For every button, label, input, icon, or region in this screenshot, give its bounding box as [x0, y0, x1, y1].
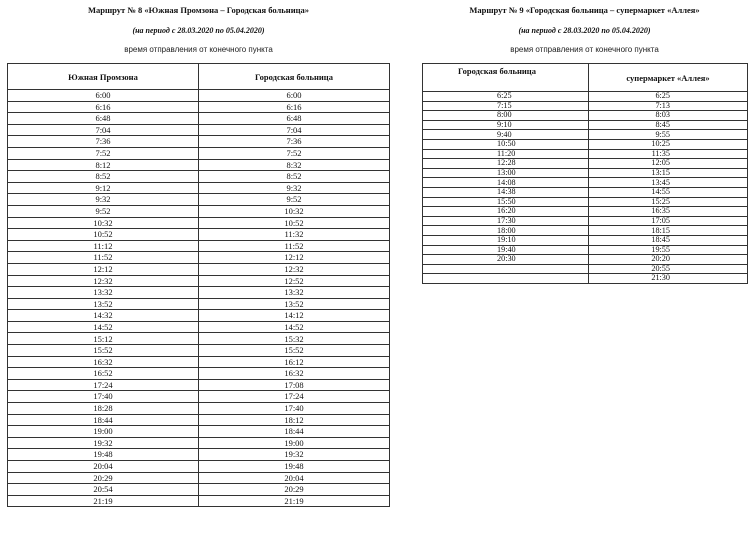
- departure-time-destination: 19:48: [199, 461, 390, 473]
- departure-time-destination: 8:32: [199, 159, 390, 171]
- table-row: [8, 298, 390, 310]
- departure-time-origin: 19:48: [8, 449, 199, 461]
- route8-header-destination: Городская больница: [199, 64, 390, 90]
- departure-time-origin: 7:15: [423, 101, 589, 111]
- table-row: [423, 111, 748, 121]
- departure-time-origin: 17:24: [8, 379, 199, 391]
- departure-time-origin: 8:00: [423, 111, 589, 121]
- departure-time-origin: 20:29: [8, 472, 199, 484]
- departure-time-destination: 19:00: [199, 437, 390, 449]
- table-row: [8, 472, 390, 484]
- table-row: [8, 217, 390, 229]
- table-row: [8, 171, 390, 183]
- departure-time-origin: 16:32: [8, 356, 199, 368]
- table-row: [8, 484, 390, 496]
- table-row: [8, 403, 390, 415]
- departure-time-origin: 11:20: [423, 149, 589, 159]
- table-row: [423, 255, 748, 265]
- departure-time-destination: 11:32: [199, 229, 390, 241]
- departure-time-destination: 8:03: [589, 111, 748, 121]
- table-row: [423, 120, 748, 130]
- departure-time-origin: 11:12: [8, 240, 199, 252]
- departure-time-origin: 10:50: [423, 139, 589, 149]
- departure-time-origin: 6:16: [8, 101, 199, 113]
- table-row: [423, 149, 748, 159]
- departure-time-destination: 16:12: [199, 356, 390, 368]
- table-row: [8, 124, 390, 136]
- departure-time-destination: 20:55: [589, 264, 748, 274]
- route8-note: время отправления от конечного пункта: [124, 45, 273, 54]
- departure-time-origin: 20:30: [423, 255, 589, 265]
- departure-time-destination: 21:19: [199, 495, 390, 507]
- route9-title: Маршрут № 9 «Городская больница – супермаркет «Аллея»: [469, 5, 700, 15]
- table-row: [423, 92, 748, 102]
- table-row: [423, 226, 748, 236]
- route9-note: время отправления от конечного пункта: [510, 45, 659, 54]
- departure-time-origin: 14:08: [423, 178, 589, 188]
- table-row: [423, 264, 748, 274]
- departure-time-destination: 21:30: [589, 274, 748, 284]
- departure-time-destination: 10:32: [199, 205, 390, 217]
- route8-timetable: [7, 63, 390, 507]
- departure-time-destination: 11:35: [589, 149, 748, 159]
- departure-time-destination: 19:55: [589, 245, 748, 255]
- departure-time-origin: 16:20: [423, 207, 589, 217]
- departure-time-origin: 12:32: [8, 275, 199, 287]
- departure-time-destination: 20:04: [199, 472, 390, 484]
- departure-time-destination: 18:12: [199, 414, 390, 426]
- departure-time-origin: 9:10: [423, 120, 589, 130]
- departure-time-origin: 18:44: [8, 414, 199, 426]
- table-row: [423, 197, 748, 207]
- route9-header-origin: Городская больница: [423, 64, 589, 92]
- departure-time-origin: 17:40: [8, 391, 199, 403]
- departure-time-origin: 8:52: [8, 171, 199, 183]
- departure-time-origin: 19:32: [8, 437, 199, 449]
- table-row: [8, 252, 390, 264]
- departure-time-destination: 16:32: [199, 368, 390, 380]
- departure-time-origin: 14:38: [423, 187, 589, 197]
- table-row: [8, 356, 390, 368]
- table-row: [8, 368, 390, 380]
- departure-time-destination: 17:08: [199, 379, 390, 391]
- departure-time-destination: 6:00: [199, 90, 390, 102]
- route9-header-destination: супермаркет «Аллея»: [589, 64, 748, 92]
- departure-time-origin: 9:40: [423, 130, 589, 140]
- table-row: [423, 207, 748, 217]
- departure-time-origin: 8:12: [8, 159, 199, 171]
- departure-time-destination: 12:12: [199, 252, 390, 264]
- table-row: [8, 461, 390, 473]
- departure-time-destination: 9:32: [199, 182, 390, 194]
- departure-time-destination: 16:35: [589, 207, 748, 217]
- departure-time-origin: 14:32: [8, 310, 199, 322]
- table-row: [8, 182, 390, 194]
- departure-time-origin: 9:12: [8, 182, 199, 194]
- departure-time-destination: 20:20: [589, 255, 748, 265]
- departure-time-origin: 19:10: [423, 235, 589, 245]
- departure-time-destination: 12:52: [199, 275, 390, 287]
- departure-time-destination: 18:45: [589, 235, 748, 245]
- departure-time-destination: 7:04: [199, 124, 390, 136]
- route8-rows: [8, 90, 390, 507]
- table-row: [8, 345, 390, 357]
- departure-time-destination: 8:45: [589, 120, 748, 130]
- table-row: [8, 240, 390, 252]
- table-row: [8, 263, 390, 275]
- departure-time-destination: 7:36: [199, 136, 390, 148]
- departure-time-destination: 15:32: [199, 333, 390, 345]
- departure-time-destination: 10:25: [589, 139, 748, 149]
- departure-time-destination: 6:16: [199, 101, 390, 113]
- departure-time-destination: 18:15: [589, 226, 748, 236]
- table-row: [423, 245, 748, 255]
- departure-time-destination: 13:45: [589, 178, 748, 188]
- departure-time-origin: 9:52: [8, 205, 199, 217]
- route8-header-origin: Южная Промзона: [8, 64, 199, 90]
- departure-time-origin: 6:00: [8, 90, 199, 102]
- departure-time-origin: 21:19: [8, 495, 199, 507]
- departure-time-origin: 11:52: [8, 252, 199, 264]
- departure-time-origin: 9:32: [8, 194, 199, 206]
- table-row: [8, 147, 390, 159]
- table-row: [8, 101, 390, 113]
- route8-period: (на период с 28.03.2020 по 05.04.2020): [132, 26, 265, 35]
- route8-title: Маршрут № 8 «Южная Промзона – Городская больница»: [87, 5, 309, 15]
- departure-time-origin: 7:52: [8, 147, 199, 159]
- departure-time-origin: 15:52: [8, 345, 199, 357]
- departure-time-destination: 14:52: [199, 321, 390, 333]
- departure-time-origin: 19:40: [423, 245, 589, 255]
- departure-time-destination: 7:13: [589, 101, 748, 111]
- table-row: [8, 391, 390, 403]
- departure-time-origin: 6:25: [423, 92, 589, 102]
- route9-timetable: [422, 63, 748, 284]
- departure-time-origin: 13:00: [423, 168, 589, 178]
- route9-period: (на период с 28.03.2020 по 05.04.2020): [518, 26, 651, 35]
- departure-time-origin: 20:54: [8, 484, 199, 496]
- departure-time-origin: 6:48: [8, 113, 199, 125]
- table-row: [8, 310, 390, 322]
- departure-time-destination: 12:32: [199, 263, 390, 275]
- departure-time-origin: 7:04: [8, 124, 199, 136]
- departure-time-destination: 17:24: [199, 391, 390, 403]
- departure-time-destination: 20:29: [199, 484, 390, 496]
- departure-time-destination: 9:55: [589, 130, 748, 140]
- departure-time-destination: 12:05: [589, 159, 748, 169]
- departure-time-destination: 13:52: [199, 298, 390, 310]
- departure-time-origin: [423, 274, 589, 284]
- departure-time-origin: 12:28: [423, 159, 589, 169]
- table-row: [423, 216, 748, 226]
- departure-time-origin: 7:36: [8, 136, 199, 148]
- table-row: [8, 321, 390, 333]
- table-row: [8, 113, 390, 125]
- departure-time-destination: 6:48: [199, 113, 390, 125]
- table-row: [8, 449, 390, 461]
- departure-time-destination: 7:52: [199, 147, 390, 159]
- departure-time-destination: 13:32: [199, 287, 390, 299]
- departure-time-origin: 19:00: [8, 426, 199, 438]
- departure-time-destination: 8:52: [199, 171, 390, 183]
- departure-time-destination: 18:44: [199, 426, 390, 438]
- table-row: [423, 187, 748, 197]
- route9-header-row: [423, 64, 748, 92]
- departure-time-destination: 14:12: [199, 310, 390, 322]
- departure-time-destination: 10:52: [199, 217, 390, 229]
- table-row: [423, 139, 748, 149]
- table-row: [423, 178, 748, 188]
- departure-time-origin: 13:32: [8, 287, 199, 299]
- departure-time-origin: 18:28: [8, 403, 199, 415]
- table-row: [8, 426, 390, 438]
- table-row: [423, 130, 748, 140]
- table-row: [8, 437, 390, 449]
- departure-time-origin: 15:50: [423, 197, 589, 207]
- departure-time-origin: 18:00: [423, 226, 589, 236]
- departure-time-destination: 17:40: [199, 403, 390, 415]
- departure-time-destination: 6:25: [589, 92, 748, 102]
- table-row: [8, 194, 390, 206]
- table-row: [423, 235, 748, 245]
- table-row: [8, 90, 390, 102]
- table-row: [8, 495, 390, 507]
- departure-time-origin: 20:04: [8, 461, 199, 473]
- departure-time-destination: 9:52: [199, 194, 390, 206]
- departure-time-destination: 17:05: [589, 216, 748, 226]
- table-row: [8, 159, 390, 171]
- table-row: [8, 333, 390, 345]
- departure-time-origin: 15:12: [8, 333, 199, 345]
- departure-time-origin: 17:30: [423, 216, 589, 226]
- table-row: [8, 136, 390, 148]
- route9-rows: [423, 92, 748, 284]
- departure-time-origin: 10:32: [8, 217, 199, 229]
- departure-time-origin: 14:52: [8, 321, 199, 333]
- departure-time-destination: 15:52: [199, 345, 390, 357]
- departure-time-origin: 13:52: [8, 298, 199, 310]
- departure-time-origin: 12:12: [8, 263, 199, 275]
- table-row: [423, 159, 748, 169]
- table-row: [423, 274, 748, 284]
- table-row: [423, 168, 748, 178]
- table-row: [8, 275, 390, 287]
- table-row: [8, 229, 390, 241]
- departure-time-destination: 19:32: [199, 449, 390, 461]
- table-row: [8, 205, 390, 217]
- departure-time-destination: 15:25: [589, 197, 748, 207]
- table-row: [8, 287, 390, 299]
- departure-time-origin: [423, 264, 589, 274]
- table-row: [423, 101, 748, 111]
- departure-time-origin: 10:52: [8, 229, 199, 241]
- route8-header-row: [8, 64, 390, 90]
- departure-time-origin: 16:52: [8, 368, 199, 380]
- departure-time-destination: 11:52: [199, 240, 390, 252]
- table-row: [8, 379, 390, 391]
- table-row: [8, 414, 390, 426]
- departure-time-destination: 14:55: [589, 187, 748, 197]
- departure-time-destination: 13:15: [589, 168, 748, 178]
